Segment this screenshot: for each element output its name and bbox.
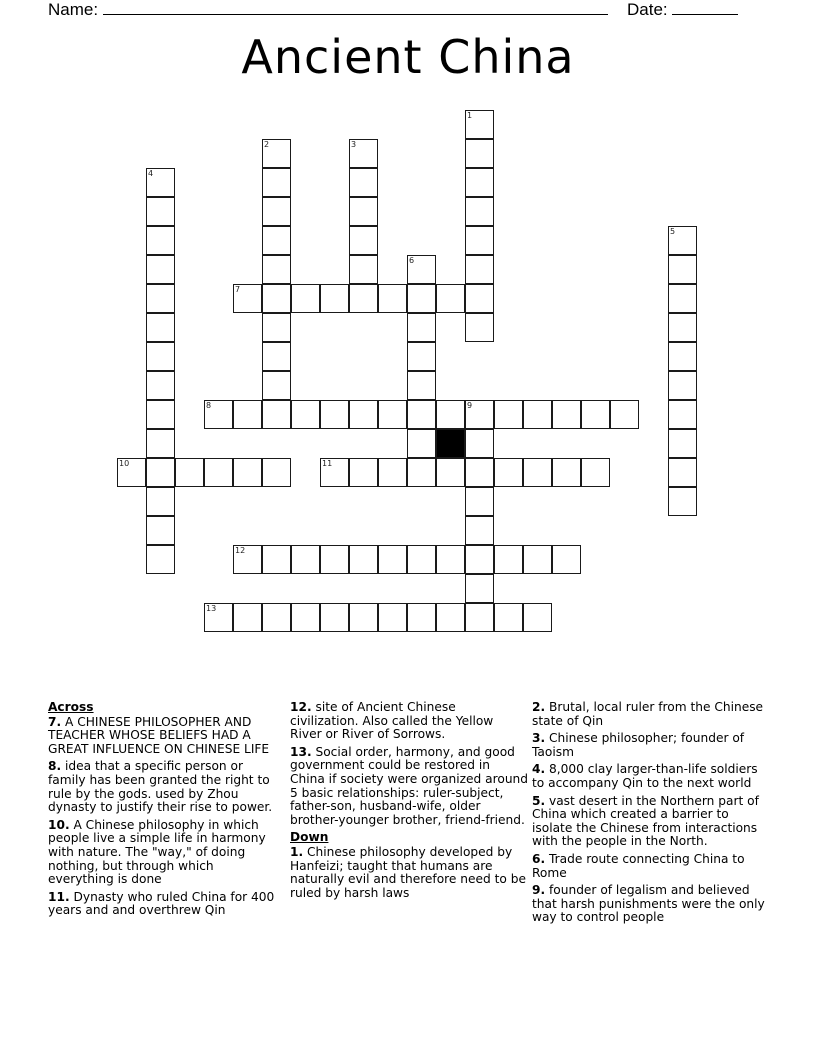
grid-cell[interactable] bbox=[146, 284, 175, 313]
clue-across-13: 13. Social order, harmony, and good government could be restored in China if society were organized around 5 basic relationships: ruler-subject, father-son, husband-wife, older brother-younger brother, friend-friend. bbox=[290, 744, 529, 827]
grid-cell[interactable] bbox=[291, 400, 320, 429]
across-heading: Across bbox=[48, 700, 94, 714]
grid-cell[interactable] bbox=[320, 284, 349, 313]
grid-cell[interactable] bbox=[262, 284, 291, 313]
grid-cell[interactable] bbox=[146, 516, 175, 545]
grid-cell[interactable] bbox=[668, 487, 697, 516]
cell-number: 12 bbox=[235, 546, 246, 555]
grid-cell[interactable] bbox=[668, 429, 697, 458]
grid-cell[interactable] bbox=[668, 284, 697, 313]
grid-cell[interactable] bbox=[465, 168, 494, 197]
cell-number: 13 bbox=[206, 604, 217, 613]
grid-cell[interactable] bbox=[291, 284, 320, 313]
grid-cell[interactable] bbox=[291, 603, 320, 632]
grid-cell[interactable] bbox=[262, 371, 291, 400]
grid-cell[interactable] bbox=[349, 168, 378, 197]
clue-across-12: 12. site of Ancient Chinese civilization. Also called the Yellow River or River of Sorrows. bbox=[290, 700, 494, 742]
grid-cell[interactable] bbox=[262, 197, 291, 226]
grid-cell[interactable] bbox=[146, 197, 175, 226]
grid-cell[interactable] bbox=[407, 284, 436, 313]
grid-cell[interactable] bbox=[465, 110, 494, 139]
grid-cell[interactable] bbox=[349, 255, 378, 284]
grid-cell[interactable] bbox=[523, 603, 552, 632]
grid-cell[interactable] bbox=[349, 458, 378, 487]
grid-cell[interactable] bbox=[465, 255, 494, 284]
grid-cell[interactable] bbox=[465, 429, 494, 458]
grid-cell[interactable] bbox=[349, 226, 378, 255]
grid-cell[interactable] bbox=[407, 371, 436, 400]
clue-across-7: 7. A CHINESE PHILOSOPHER AND TEACHER WHOSE BELIEFS HAD A GREAT INFLUENCE ON CHINESE LIFE bbox=[48, 714, 270, 756]
grid-cell[interactable] bbox=[320, 458, 349, 487]
grid-cell[interactable] bbox=[552, 545, 581, 574]
grid-cell[interactable] bbox=[262, 545, 291, 574]
grid-cell[interactable] bbox=[668, 371, 697, 400]
grid-cell[interactable] bbox=[523, 400, 552, 429]
grid-cell[interactable] bbox=[146, 168, 175, 197]
grid-cell[interactable] bbox=[610, 400, 639, 429]
grid-cell[interactable] bbox=[262, 458, 291, 487]
grid-cell[interactable] bbox=[668, 226, 697, 255]
grid-cell[interactable] bbox=[349, 545, 378, 574]
grid-cell[interactable] bbox=[465, 284, 494, 313]
grid-cell[interactable] bbox=[465, 545, 494, 574]
grid-cell[interactable] bbox=[494, 603, 523, 632]
clues-column-1 bbox=[48, 701, 278, 922]
grid-cell[interactable] bbox=[436, 603, 465, 632]
name-label: Name: bbox=[48, 0, 99, 19]
cell-number: 1 bbox=[467, 111, 473, 120]
grid-cell[interactable] bbox=[465, 226, 494, 255]
grid-cell[interactable] bbox=[146, 255, 175, 284]
grid-cell[interactable] bbox=[349, 139, 378, 168]
grid-cell[interactable] bbox=[378, 458, 407, 487]
clue-across-11: 11. Dynasty who ruled China for 400 years and and overthrew Qin bbox=[48, 889, 275, 918]
cell-number: 11 bbox=[322, 459, 333, 468]
cell-number: 8 bbox=[206, 401, 212, 410]
grid-cell[interactable] bbox=[204, 400, 233, 429]
grid-cell[interactable] bbox=[436, 545, 465, 574]
grid-cell[interactable] bbox=[581, 400, 610, 429]
grid-cell[interactable] bbox=[146, 313, 175, 342]
grid-cell[interactable] bbox=[262, 226, 291, 255]
grid-cell[interactable] bbox=[465, 574, 494, 603]
grid-cell[interactable] bbox=[552, 400, 581, 429]
cell-number: 6 bbox=[409, 256, 415, 265]
grid-cell[interactable] bbox=[233, 545, 262, 574]
grid-cell[interactable] bbox=[146, 400, 175, 429]
grid-cell[interactable] bbox=[407, 545, 436, 574]
grid-cell[interactable] bbox=[407, 603, 436, 632]
grid-cell[interactable] bbox=[378, 545, 407, 574]
clue-down-2: 2. Brutal, local ruler from the Chinese state of Qin bbox=[532, 700, 764, 728]
grid-cell[interactable] bbox=[262, 313, 291, 342]
grid-cell[interactable] bbox=[494, 400, 523, 429]
grid-cell[interactable] bbox=[552, 458, 581, 487]
grid-cell[interactable] bbox=[407, 400, 436, 429]
grid-cell[interactable] bbox=[581, 458, 610, 487]
grid-cell[interactable] bbox=[349, 400, 378, 429]
grid-cell[interactable] bbox=[465, 139, 494, 168]
grid-cell[interactable] bbox=[262, 255, 291, 284]
clue-down-9: 9. founder of legalism and believed that harsh punishments were the only way to control people bbox=[532, 883, 765, 925]
grid-cell[interactable] bbox=[233, 400, 262, 429]
grid-cell[interactable] bbox=[146, 226, 175, 255]
grid-cell[interactable] bbox=[668, 313, 697, 342]
grid-cell[interactable] bbox=[233, 603, 262, 632]
clues-column-2 bbox=[290, 701, 528, 904]
clue-down-5: 5. vast desert in the Northern part of China which created a barrier to isolate the Chinese from interactions with the people in the North. bbox=[532, 793, 759, 849]
grid-cell[interactable] bbox=[436, 400, 465, 429]
grid-cell[interactable] bbox=[378, 603, 407, 632]
grid-cell[interactable] bbox=[320, 545, 349, 574]
clues-column-3 bbox=[532, 701, 768, 929]
grid-cell[interactable] bbox=[117, 458, 146, 487]
grid-cell[interactable] bbox=[407, 458, 436, 487]
grid-cell[interactable] bbox=[668, 342, 697, 371]
grid-cell[interactable] bbox=[146, 429, 175, 458]
grid-cell[interactable] bbox=[407, 429, 436, 458]
grid-cell[interactable] bbox=[262, 139, 291, 168]
cell-number: 7 bbox=[235, 285, 241, 294]
grid-cell[interactable] bbox=[175, 458, 204, 487]
grid-cell[interactable] bbox=[146, 487, 175, 516]
grid-cell[interactable] bbox=[465, 197, 494, 226]
grid-cell[interactable] bbox=[465, 458, 494, 487]
grid-cell[interactable] bbox=[204, 458, 233, 487]
cell-number: 4 bbox=[148, 169, 154, 178]
clue-down-4: 4. 8,000 clay larger-than-life soldiers to accompany Qin to the next world bbox=[532, 762, 758, 790]
grid-cell[interactable] bbox=[668, 400, 697, 429]
grid-cell[interactable] bbox=[320, 603, 349, 632]
grid-cell[interactable] bbox=[407, 342, 436, 371]
grid-cell[interactable] bbox=[465, 400, 494, 429]
grid-cell[interactable] bbox=[233, 458, 262, 487]
clue-across-10: 10. A Chinese philosophy in which people live a simple life in harmony with nature. The "way," of doing nothing, but through which everything is done bbox=[48, 817, 266, 887]
cell-number: 2 bbox=[264, 140, 270, 149]
grid-cell[interactable] bbox=[378, 400, 407, 429]
grid-cell[interactable] bbox=[668, 458, 697, 487]
grid-cell[interactable] bbox=[378, 284, 407, 313]
clue-across-8: 8. idea that a specific person or family has been granted the right to rule by the gods. used by Zhou dynasty to justify their rise to power. bbox=[48, 759, 273, 815]
grid-cell[interactable] bbox=[523, 545, 552, 574]
grid-cell[interactable] bbox=[320, 400, 349, 429]
grid-cell[interactable] bbox=[465, 313, 494, 342]
cell-number: 3 bbox=[351, 140, 357, 149]
grid-cell[interactable] bbox=[262, 603, 291, 632]
grid-cell[interactable] bbox=[436, 458, 465, 487]
clue-down-1: 1. Chinese philosophy developed by Hanfeizi; taught that humans are naturally evil and therefore need to be ruled by harsh laws bbox=[290, 844, 526, 900]
grid-cell[interactable] bbox=[146, 371, 175, 400]
grid-cell[interactable] bbox=[262, 342, 291, 371]
black-cell bbox=[436, 429, 465, 458]
grid-cell[interactable] bbox=[436, 284, 465, 313]
grid-cell[interactable] bbox=[349, 284, 378, 313]
grid-cell[interactable] bbox=[204, 603, 233, 632]
clue-down-6: 6. Trade route connecting China to Rome bbox=[532, 851, 745, 880]
cell-number: 5 bbox=[670, 227, 676, 236]
page-title: Ancient China bbox=[241, 30, 575, 84]
grid-cell[interactable] bbox=[465, 516, 494, 545]
date-label: Date: bbox=[627, 0, 668, 19]
grid-cell[interactable] bbox=[465, 603, 494, 632]
grid-cell[interactable] bbox=[146, 342, 175, 371]
grid-cell[interactable] bbox=[262, 168, 291, 197]
cell-number: 9 bbox=[467, 401, 473, 410]
grid-cell[interactable] bbox=[349, 603, 378, 632]
grid-cell[interactable] bbox=[523, 458, 552, 487]
grid-cell[interactable] bbox=[146, 458, 175, 487]
cell-number: 10 bbox=[119, 459, 130, 468]
grid-cell[interactable] bbox=[291, 545, 320, 574]
grid-cell[interactable] bbox=[668, 255, 697, 284]
grid-cell[interactable] bbox=[233, 284, 262, 313]
grid-cell[interactable] bbox=[146, 545, 175, 574]
grid-cell[interactable] bbox=[494, 458, 523, 487]
down-heading: Down bbox=[290, 830, 329, 845]
grid-cell[interactable] bbox=[407, 255, 436, 284]
grid-cell[interactable] bbox=[494, 545, 523, 574]
grid-cell[interactable] bbox=[349, 197, 378, 226]
clue-down-3: 3. Chinese philosopher; founder of Taoism bbox=[532, 731, 745, 759]
grid-cell[interactable] bbox=[465, 487, 494, 516]
grid-cell[interactable] bbox=[262, 400, 291, 429]
grid-cell[interactable] bbox=[407, 313, 436, 342]
